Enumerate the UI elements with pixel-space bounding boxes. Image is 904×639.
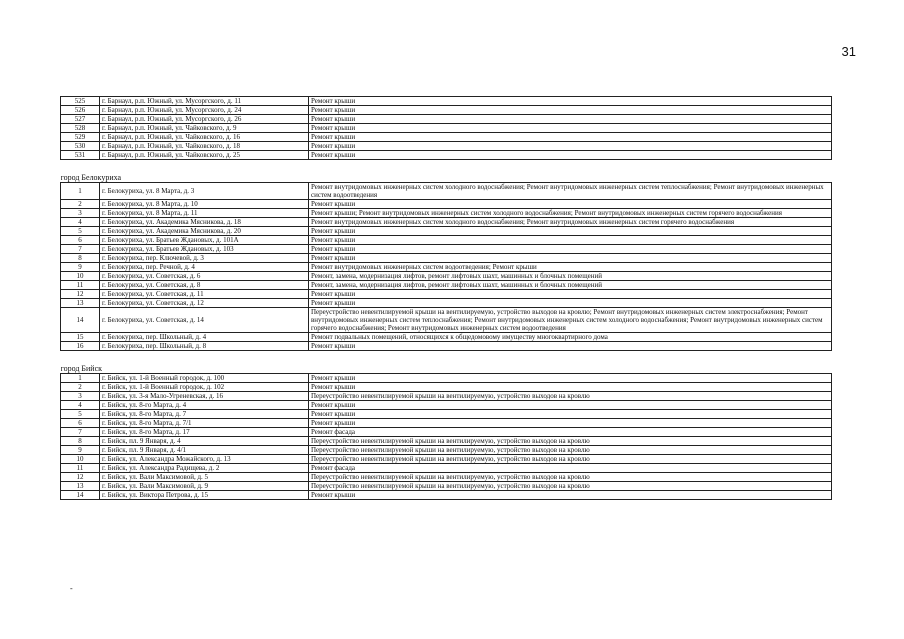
- row-address: г. Бийск, ул. 8-го Марта, д. 7/1: [100, 419, 309, 428]
- row-work-type: Ремонт крыши: [309, 419, 832, 428]
- table-row: [61, 299, 832, 308]
- table-row: [61, 383, 832, 392]
- row-work-type: Ремонт внутридомовых инженерных систем водоотведения; Ремонт крыши: [309, 263, 832, 272]
- work-schedule-table: [60, 96, 832, 500]
- section-title: город Белокуриха: [60, 173, 122, 182]
- table-row: [61, 464, 832, 473]
- row-address: г. Бийск, ул. 1-й Военный городок, д. 100: [100, 374, 309, 383]
- row-number: 9: [61, 446, 100, 455]
- row-address: г. Белокуриха, ул. 8 Марта, д. 3: [100, 183, 309, 200]
- row-address: г. Барнаул, р.п. Южный, ул. Мусоргского, д. 26: [100, 115, 309, 124]
- table-row: [61, 272, 832, 281]
- row-number: 12: [61, 473, 100, 482]
- row-number: 3: [61, 209, 100, 218]
- row-work-type: Ремонт крыши: [309, 290, 832, 299]
- row-address: г. Барнаул, р.п. Южный, ул. Мусоргского, д. 24: [100, 106, 309, 115]
- page-number: 31: [841, 44, 856, 59]
- table-row: [61, 227, 832, 236]
- row-number: 527: [61, 115, 100, 124]
- row-work-type: Ремонт крыши: [309, 236, 832, 245]
- table-row: [61, 115, 832, 124]
- row-address: г. Белокуриха, ул. 8 Марта, д. 11: [100, 209, 309, 218]
- table-row: [61, 142, 832, 151]
- row-address: г. Бийск, ул. 8-го Марта, д. 7: [100, 410, 309, 419]
- row-number: 13: [61, 482, 100, 491]
- row-number: 2: [61, 200, 100, 209]
- table-body: [61, 97, 832, 500]
- row-number: 8: [61, 254, 100, 263]
- row-work-type: Переустройство невентилируемой крыши на вентилируемую, устройство выходов на кровлю: [309, 455, 832, 464]
- table-row: [61, 209, 832, 218]
- row-work-type: Ремонт крыши: [309, 254, 832, 263]
- spacer: [61, 160, 832, 173]
- table-row: [61, 491, 832, 500]
- row-number: 528: [61, 124, 100, 133]
- row-address: г. Белокуриха, ул. Советская, д. 14: [100, 308, 309, 333]
- table-row: [61, 151, 832, 160]
- section-gap: [61, 160, 832, 173]
- table-row: [61, 245, 832, 254]
- row-address: г. Белокуриха, ул. Академика Мясникова, д. 20: [100, 227, 309, 236]
- row-number: 2: [61, 383, 100, 392]
- table-row: [61, 419, 832, 428]
- row-work-type: Ремонт крыши: [309, 133, 832, 142]
- table-row: [61, 401, 832, 410]
- row-number: 13: [61, 299, 100, 308]
- work-schedule-sheet: [60, 96, 832, 500]
- row-number: 7: [61, 428, 100, 437]
- table-row: [61, 200, 832, 209]
- row-work-type: Ремонт крыши: [309, 342, 832, 351]
- row-address: г. Барнаул, р.п. Южный, ул. Чайковского, д. 25: [100, 151, 309, 160]
- table-row: [61, 473, 832, 482]
- row-work-type: Ремонт крыши: [309, 383, 832, 392]
- row-work-type: Ремонт крыши: [309, 401, 832, 410]
- row-address: г. Белокуриха, ул. 8 Марта, д. 10: [100, 200, 309, 209]
- row-work-type: Переустройство невентилируемой крыши на вентилируемую, устройство выходов на кровлю: [309, 446, 832, 455]
- table-row: [61, 106, 832, 115]
- row-work-type: Ремонт крыши: [309, 124, 832, 133]
- row-address: г. Бийск, пл. 9 Января, д. 4: [100, 437, 309, 446]
- row-work-type: Ремонт крыши: [309, 106, 832, 115]
- table-row: [61, 124, 832, 133]
- row-number: 7: [61, 245, 100, 254]
- row-work-type: Ремонт подвальных помещений, относящихся к общедомовому имуществу многоквартирного дома: [309, 333, 832, 342]
- row-work-type: Переустройство невентилируемой крыши на вентилируемую, устройство выходов на кровлю: [309, 437, 832, 446]
- row-work-type: Ремонт фасада: [309, 464, 832, 473]
- row-address: г. Белокуриха, пер. Ключевой, д. 3: [100, 254, 309, 263]
- section-title-row: [61, 172, 832, 183]
- table-row: [61, 281, 832, 290]
- row-work-type: Ремонт крыши: [309, 115, 832, 124]
- row-number: 531: [61, 151, 100, 160]
- row-work-type: Ремонт крыши: [309, 227, 832, 236]
- row-address: г. Барнаул, р.п. Южный, ул. Мусоргского, д. 11: [100, 97, 309, 106]
- row-work-type: Ремонт внутридомовых инженерных систем холодного водоснабжения; Ремонт внутридомовых инженерных систем теплоснабжения; Ремонт внутридомовых инженерных систем водоотведения: [309, 183, 832, 200]
- row-number: 4: [61, 218, 100, 227]
- row-number: 529: [61, 133, 100, 142]
- table-row: [61, 218, 832, 227]
- table-row: [61, 308, 832, 333]
- row-work-type: Переустройство невентилируемой крыши на вентилируемую, устройство выходов на кровлю: [309, 482, 832, 491]
- row-address: г. Белокуриха, ул. Академика Мясникова, д. 18: [100, 218, 309, 227]
- row-number: 12: [61, 290, 100, 299]
- row-work-type: Ремонт крыши: [309, 245, 832, 254]
- row-address: г. Белокуриха, ул. Советская, д. 8: [100, 281, 309, 290]
- row-address: г. Бийск, ул. Виктора Петрова, д. 15: [100, 491, 309, 500]
- table-row: [61, 410, 832, 419]
- row-work-type: Ремонт крыши: [309, 200, 832, 209]
- row-work-type: Ремонт крыши: [309, 410, 832, 419]
- spacer: [61, 351, 832, 364]
- row-address: г. Белокуриха, ул. Братьев Ждановых, д. 103: [100, 245, 309, 254]
- row-number: 11: [61, 281, 100, 290]
- row-number: 3: [61, 392, 100, 401]
- section-gap: [61, 351, 832, 364]
- row-number: 5: [61, 410, 100, 419]
- row-work-type: Ремонт крыши: [309, 97, 832, 106]
- row-address: г. Бийск, ул. 8-го Марта, д. 4: [100, 401, 309, 410]
- table-row: [61, 183, 832, 200]
- table-row: [61, 374, 832, 383]
- table-row: [61, 455, 832, 464]
- table-row: [61, 97, 832, 106]
- row-work-type: Ремонт, замена, модернизация лифтов, ремонт лифтовых шахт, машинных и блочных помещений: [309, 281, 832, 290]
- row-address: г. Белокуриха, ул. Советская, д. 11: [100, 290, 309, 299]
- row-number: 10: [61, 455, 100, 464]
- row-address: г. Белокуриха, ул. Братьев Ждановых, д. 101А: [100, 236, 309, 245]
- table-row: [61, 236, 832, 245]
- table-row: [61, 333, 832, 342]
- row-address: г. Бийск, ул. Александра Радищева, д. 2: [100, 464, 309, 473]
- table-row: [61, 437, 832, 446]
- row-number: 6: [61, 419, 100, 428]
- row-address: г. Белокуриха, ул. Советская, д. 6: [100, 272, 309, 281]
- row-number: 4: [61, 401, 100, 410]
- section-title-row: [61, 363, 832, 374]
- row-address: г. Белокуриха, пер. Школьный, д. 8: [100, 342, 309, 351]
- table-row: [61, 263, 832, 272]
- row-work-type: Ремонт крыши: [309, 142, 832, 151]
- row-number: 5: [61, 227, 100, 236]
- row-address: г. Белокуриха, ул. Советская, д. 12: [100, 299, 309, 308]
- row-number: 1: [61, 183, 100, 200]
- row-address: г. Бийск, ул. 3-я Мало-Угреневская, д. 16: [100, 392, 309, 401]
- row-work-type: Ремонт крыши: [309, 151, 832, 160]
- table-row: [61, 290, 832, 299]
- row-number: 14: [61, 491, 100, 500]
- row-address: г. Бийск, пл. 9 Января, д. 4/1: [100, 446, 309, 455]
- row-work-type: Переустройство невентилируемой крыши на вентилируемую, устройство выходов на кровлю: [309, 473, 832, 482]
- table-row: [61, 446, 832, 455]
- row-number: 6: [61, 236, 100, 245]
- table-row: [61, 392, 832, 401]
- row-number: 15: [61, 333, 100, 342]
- row-address: г. Бийск, ул. 1-й Военный городок, д. 102: [100, 383, 309, 392]
- row-work-type: Ремонт, замена, модернизация лифтов, ремонт лифтовых шахт, машинных и блочных помещений: [309, 272, 832, 281]
- row-work-type: Ремонт крыши: [309, 374, 832, 383]
- row-address: г. Бийск, ул. Вали Максимовой, д. 9: [100, 482, 309, 491]
- row-number: 9: [61, 263, 100, 272]
- row-address: г. Белокуриха, пер. Речной, д. 4: [100, 263, 309, 272]
- row-address: г. Белокуриха, пер. Школьный, д. 4: [100, 333, 309, 342]
- section-title: город Бийск: [60, 364, 103, 373]
- row-number: 16: [61, 342, 100, 351]
- row-work-type: Ремонт внутридомовых инженерных систем холодного водоснабжения; Ремонт внутридомовых инженерных систем горячего водоснабжения: [309, 218, 832, 227]
- row-address: г. Барнаул, р.п. Южный, ул. Чайковского, д. 16: [100, 133, 309, 142]
- row-work-type: Ремонт крыши; Ремонт внутридомовых инженерных систем холодного водоснабжения; Ремонт внутридомовых инженерных систем горячего водоснабжения: [309, 209, 832, 218]
- row-number: 526: [61, 106, 100, 115]
- table-row: [61, 482, 832, 491]
- row-number: 525: [61, 97, 100, 106]
- row-address: г. Барнаул, р.п. Южный, ул. Чайковского, д. 9: [100, 124, 309, 133]
- table-row: [61, 428, 832, 437]
- row-work-type: Переустройство невентилируемой крыши на вентилируемую, устройство выходов на кровлю: [309, 392, 832, 401]
- row-address: г. Бийск, ул. 8-го Марта, д. 17: [100, 428, 309, 437]
- footer-mark: -: [70, 584, 73, 593]
- table-row: [61, 133, 832, 142]
- row-number: 530: [61, 142, 100, 151]
- row-address: г. Барнаул, р.п. Южный, ул. Чайковского, д. 18: [100, 142, 309, 151]
- row-work-type: Переустройство невентилируемой крыши на вентилируемую, устройство выходов на кровлю; Ремонт внутридомовых инженерных систем электроснабжения; Ремонт внутридомовых инженерных систем теплоснабжения; Ремонт внутридомовых инженерных систем холодного водоснабжения; Ремонт внутридомовых инженерных систем горячего водоснабжения; Ремонт внутридомовых инженерных систем водоотведения: [309, 308, 832, 333]
- row-number: 1: [61, 374, 100, 383]
- row-number: 10: [61, 272, 100, 281]
- row-work-type: Ремонт фасада: [309, 428, 832, 437]
- row-number: 14: [61, 308, 100, 333]
- row-number: 11: [61, 464, 100, 473]
- row-address: г. Бийск, ул. Александра Можайского, д. 13: [100, 455, 309, 464]
- row-number: 8: [61, 437, 100, 446]
- table-row: [61, 342, 832, 351]
- row-work-type: Ремонт крыши: [309, 299, 832, 308]
- row-address: г. Бийск, ул. Вали Максимовой, д. 5: [100, 473, 309, 482]
- row-work-type: Ремонт крыши: [309, 491, 832, 500]
- table-row: [61, 254, 832, 263]
